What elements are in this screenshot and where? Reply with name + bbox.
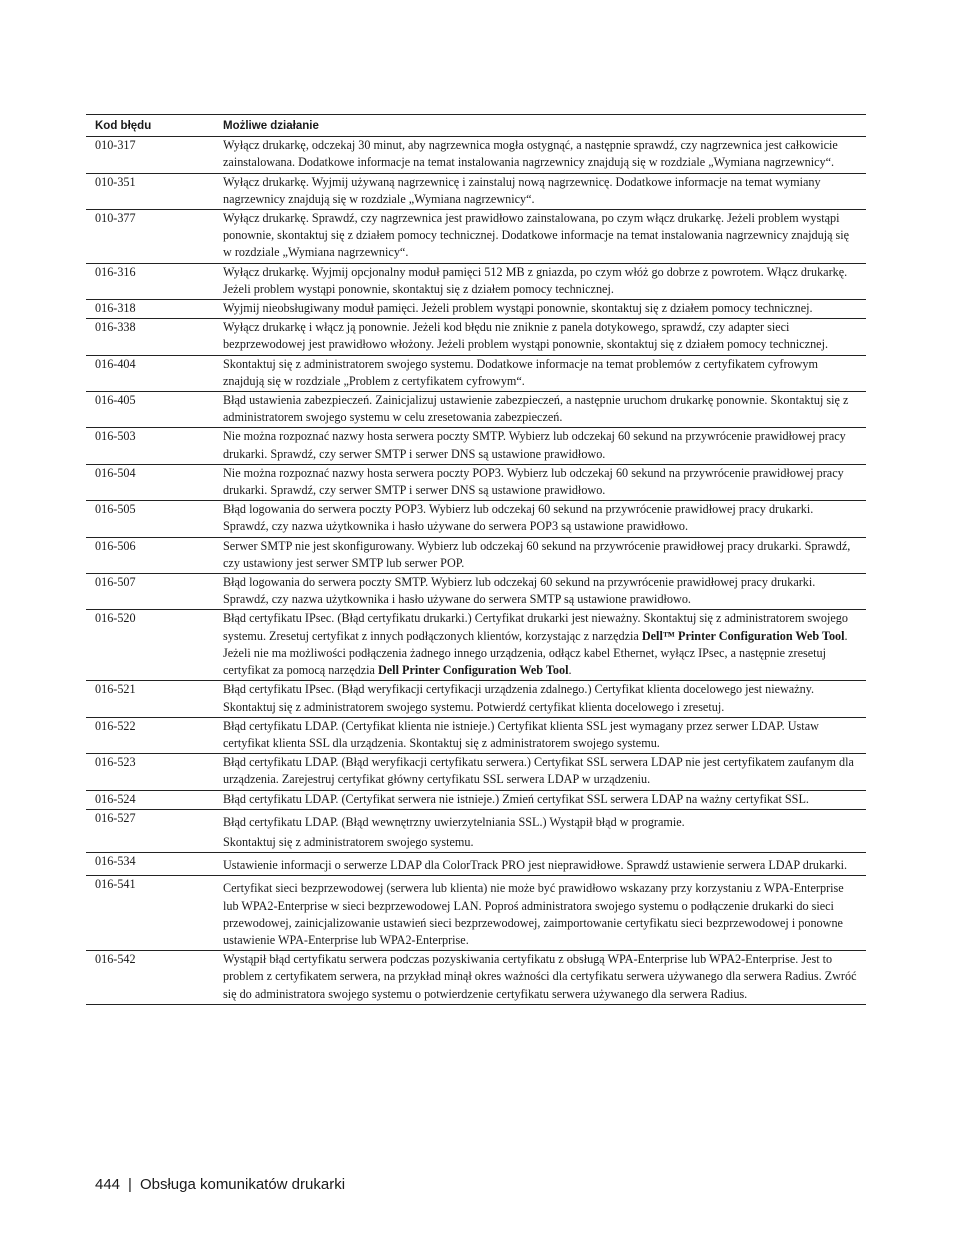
table-row (86, 173, 866, 209)
table-row (86, 610, 866, 681)
action-text: Certyfikat sieci bezprzewodowej (serwera lub klienta) nie może być prawidłowo wskazany przy korzystaniu z WPA-Enterprise lub WPA2-Enterprise w sieci bezprzewodowej LAN. Poproś administratora swojego systemu o podłączenie drukarki do sieci przewodowej, zainicjalizowanie ustawień sieci bezprzewodowej, zaimportowanie certyfikatu sieci bezprzewodowej i ponowne ustawienie WPA-Enterprise lub WPA2-Enterprise. (223, 881, 844, 947)
action-text-bold: Dell™ Printer Configuration Web Tool (641, 628, 845, 643)
possible-action-cell (205, 790, 866, 809)
action-text: Serwer SMTP nie jest skonfigurowany. Wybierz lub odczekaj 60 sekund na przywrócenie prawidłowej pracy drukarki. Sprawdź, czy ustawiony jest serwer SMTP lub serwer POP. (223, 538, 851, 570)
possible-action-cell (205, 355, 866, 391)
possible-action-cell (205, 681, 866, 717)
possible-action-cell (205, 754, 866, 790)
action-text: Błąd logowania do serwera poczty POP3. Wybierz lub odczekaj 60 sekund na przywrócenie prawidłowej pracy drukarki. Sprawdź, czy nazwa użytkownika i hasło używane do serwera POP3 są ustawione prawidłowo. (223, 502, 814, 534)
action-text: Wyłącz drukarkę. Sprawdź, czy nagrzewnica jest prawidłowo zainstalowana, po czym włącz drukarkę. Jeżeli problem wystąpi ponownie, skontaktuj się z działem pomocy technicznej. Dodatkowe informacje na temat instalowania nagrzewnicy znajdują się w rozdziale „Wymiana nagrzewnicy“. (223, 211, 850, 260)
error-code-cell: 016-534 (86, 853, 205, 876)
action-text: Błąd certyfikatu IPsec. (Błąd certyfikatu drukarki.) Certyfikat drukarki jest nieważny. Skontaktuj się z administratorem swojego systemu. Zresetuj certyfikat z innych podłączonych klientów, korzystając z narzędzia (223, 611, 848, 643)
action-text: Wyłącz drukarkę, odczekaj 30 minut, aby nagrzewnica mogła ostygnąć, a następnie sprawdź, czy nagrzewnica jest całkowicie zainstalowana. Dodatkowe informacje na temat instalowania nagrzewnicy znajdują się w rozdziale „Wymiana nagrzewnicy“. (223, 138, 838, 170)
error-code-cell: 016-503 (86, 428, 205, 464)
table-row (86, 574, 866, 610)
possible-action-cell (205, 464, 866, 500)
action-text: Skontaktuj się z administratorem swojego systemu. Dodatkowe informacje na temat problemów z certyfikatem cyfrowym znajdują się w rozdziale „Problem z certyfikatem cyfrowym“. (223, 356, 818, 388)
error-code-cell: 016-318 (86, 300, 205, 319)
error-code-cell: 016-542 (86, 951, 205, 1005)
action-text: Błąd certyfikatu LDAP. (Certyfikat serwera nie istnieje.) Zmień certyfikat SSL serwera LDAP na ważny certyfikat SSL. (223, 791, 809, 806)
table-row (86, 355, 866, 391)
error-code-cell: 010-377 (86, 210, 205, 264)
footer-section-title: Obsługa komunikatów drukarki (139, 1176, 346, 1193)
possible-action-cell (205, 428, 866, 464)
table-row (86, 809, 866, 852)
possible-action-cell (205, 501, 866, 537)
table-row (86, 951, 866, 1005)
action-text: Wyłącz drukarkę i włącz ją ponownie. Jeżeli kod błędu nie zniknie z panela dotykowego, sprawdź, czy adapter sieci bezprzewodowej jest prawidłowo włożony. Jeżeli problem wystąpi ponownie, skontaktuj się z działem pomocy technicznej. (223, 320, 829, 352)
error-code-cell: 016-405 (86, 392, 205, 428)
table-row (86, 137, 866, 173)
error-code-cell: 016-506 (86, 537, 205, 573)
action-paragraph: Błąd certyfikatu LDAP. (Błąd wewnętrzny uwierzytelniania SSL.) Wystąpił błąd w programie. (223, 814, 685, 829)
error-code-cell: 016-527 (86, 809, 205, 852)
action-text: Błąd certyfikatu IPsec. (Błąd weryfikacji certyfikacji urządzenia zdalnego.) Certyfikat klienta docelowego jest nieważny. Skontaktuj się z administratorem swojego systemu. Potwierdź certyfikat klienta docelowego i zresetuj. (223, 682, 815, 714)
possible-action-cell (205, 853, 866, 876)
error-code-cell: 010-351 (86, 173, 205, 209)
table-row (86, 754, 866, 790)
header-error-code: Kod błędu (86, 115, 205, 137)
action-text: Błąd certyfikatu LDAP. (Błąd weryfikacji certyfikatu serwera.) Certyfikat SSL serwera LDAP nie jest certyfikatem zaufanym dla urządzenia. Zarejestruj certyfikat główny certyfikatu SSL serwera LDAP w urządzeniu. (223, 755, 854, 787)
footer-separator: | (128, 1176, 132, 1193)
table-row (86, 853, 866, 876)
error-code-cell: 016-523 (86, 754, 205, 790)
table-body (86, 137, 866, 1005)
error-code-cell: 016-338 (86, 319, 205, 355)
error-code-cell: 016-520 (86, 610, 205, 681)
action-text: Wyłącz drukarkę. Wyjmij używaną nagrzewnicę i zainstaluj nową nagrzewnicę. Dodatkowe informacje na temat wymiany nagrzewnicy znajdują się w rozdziale „Wymiana nagrzewnicy“. (223, 174, 821, 206)
action-text: Wyjmij nieobsługiwany moduł pamięci. Jeżeli problem wystąpi ponownie, skontaktuj się z działem pomocy technicznej. (223, 301, 813, 316)
possible-action-cell (205, 210, 866, 264)
error-code-cell: 016-316 (86, 263, 205, 299)
table-row (86, 876, 866, 951)
possible-action-cell (205, 537, 866, 573)
table-row (86, 428, 866, 464)
page-number: 444 (95, 1176, 121, 1193)
action-text: Błąd ustawienia zabezpieczeń. Zainicjalizuj ustawienie zabezpieczeń, a następnie uruchom drukarkę ponownie. Skontaktuj się z administratorem swojego systemu w celu zresetowania zabezpieczeń. (223, 393, 849, 425)
error-code-cell: 016-507 (86, 574, 205, 610)
possible-action-cell (205, 319, 866, 355)
error-code-cell: 016-505 (86, 501, 205, 537)
action-text: . (568, 663, 572, 678)
action-text: Nie można rozpoznać nazwy hosta serwera poczty SMTP. Wybierz lub odczekaj 60 sekund na przywrócenie prawidłowej pracy drukarki. Sprawdź, czy serwer SMTP i serwer DNS są ustawione prawidłowo. (223, 429, 846, 461)
possible-action-cell (205, 263, 866, 299)
table-row (86, 501, 866, 537)
possible-action-cell (205, 809, 866, 852)
header-possible-action: Możliwe działanie (205, 115, 866, 137)
error-code-cell: 016-521 (86, 681, 205, 717)
action-text: . Jeżeli nie ma możliwości podłączenia żadnego innego urządzenia, odłącz kabel Ethernet, wyłącz IPsec, a następnie zresetuj certyfikat za pomocą narzędzia (223, 628, 848, 678)
table-row (86, 790, 866, 809)
action-text: Wystąpił błąd certyfikatu serwera podczas pozyskiwania certyfikatu z obsługą WPA-Enterprise lub WPA2-Enterprise. Jest to problem z certyfikatem serwera, na przykład minął okres ważności dla certyfikatu serwera używanego dla serwera Radius. Zwróć się do administratora swojego systemu o potwierdzenie certyfikatu serwera używanego dla serwera Radius. (223, 952, 857, 1001)
error-code-cell: 016-404 (86, 355, 205, 391)
possible-action-cell (205, 173, 866, 209)
table-row (86, 263, 866, 299)
table-row (86, 464, 866, 500)
error-code-cell: 010-317 (86, 137, 205, 173)
action-text: Błąd logowania do serwera poczty SMTP. Wybierz lub odczekaj 60 sekund na przywrócenie prawidłowej pracy drukarki. Sprawdź, czy nazwa użytkownika i hasło używane do serwera SMTP są ustawione prawidłowo. (223, 575, 816, 607)
action-text: Nie można rozpoznać nazwy hosta serwera poczty POP3. Wybierz lub odczekaj 60 sekund na przywrócenie prawidłowej pracy drukarki. Sprawdź, czy serwer SMTP i serwer DNS są ustawione prawidłowo. (223, 465, 844, 498)
table-row (86, 537, 866, 573)
error-code-table (86, 114, 866, 1005)
action-text: Błąd certyfikatu LDAP. (Certyfikat klienta nie istnieje.) Certyfikat klienta SSL jest wymagany przez serwer LDAP. Ustaw certyfikat klienta SSL dla urządzenia. Skontaktuj się z administratorem swojego systemu. (223, 718, 819, 750)
error-code-cell: 016-522 (86, 717, 205, 753)
possible-action-cell (205, 951, 866, 1005)
action-paragraph: Skontaktuj się z administratorem swojego systemu. (223, 834, 474, 849)
table-row (86, 300, 866, 319)
possible-action-cell (205, 300, 866, 319)
possible-action-cell (205, 876, 866, 951)
error-code-cell: 016-524 (86, 790, 205, 809)
possible-action-cell (205, 137, 866, 173)
possible-action-cell (205, 574, 866, 610)
action-text-bold: Dell Printer Configuration Web Tool (377, 663, 569, 678)
action-text: Ustawienie informacji o serwerze LDAP dla ColorTrack PRO jest nieprawidłowe. Sprawdź ustawienie serwera LDAP drukarki. (223, 858, 848, 873)
page-footer (95, 1176, 345, 1193)
action-text: Wyłącz drukarkę. Wyjmij opcjonalny moduł pamięci 512 MB z gniazda, po czym włóż go dobrze z powrotem. Włącz drukarkę. Jeżeli problem wystąpi ponownie, skontaktuj się z działem pomocy technicznej. (223, 264, 848, 296)
possible-action-cell (205, 717, 866, 753)
table-header-row (86, 115, 866, 137)
possible-action-cell (205, 392, 866, 428)
possible-action-cell (205, 610, 866, 681)
error-code-cell: 016-504 (86, 464, 205, 500)
table-row (86, 319, 866, 355)
table-row (86, 210, 866, 264)
table-row (86, 392, 866, 428)
error-code-cell: 016-541 (86, 876, 205, 951)
table-row (86, 681, 866, 717)
table-row (86, 717, 866, 753)
